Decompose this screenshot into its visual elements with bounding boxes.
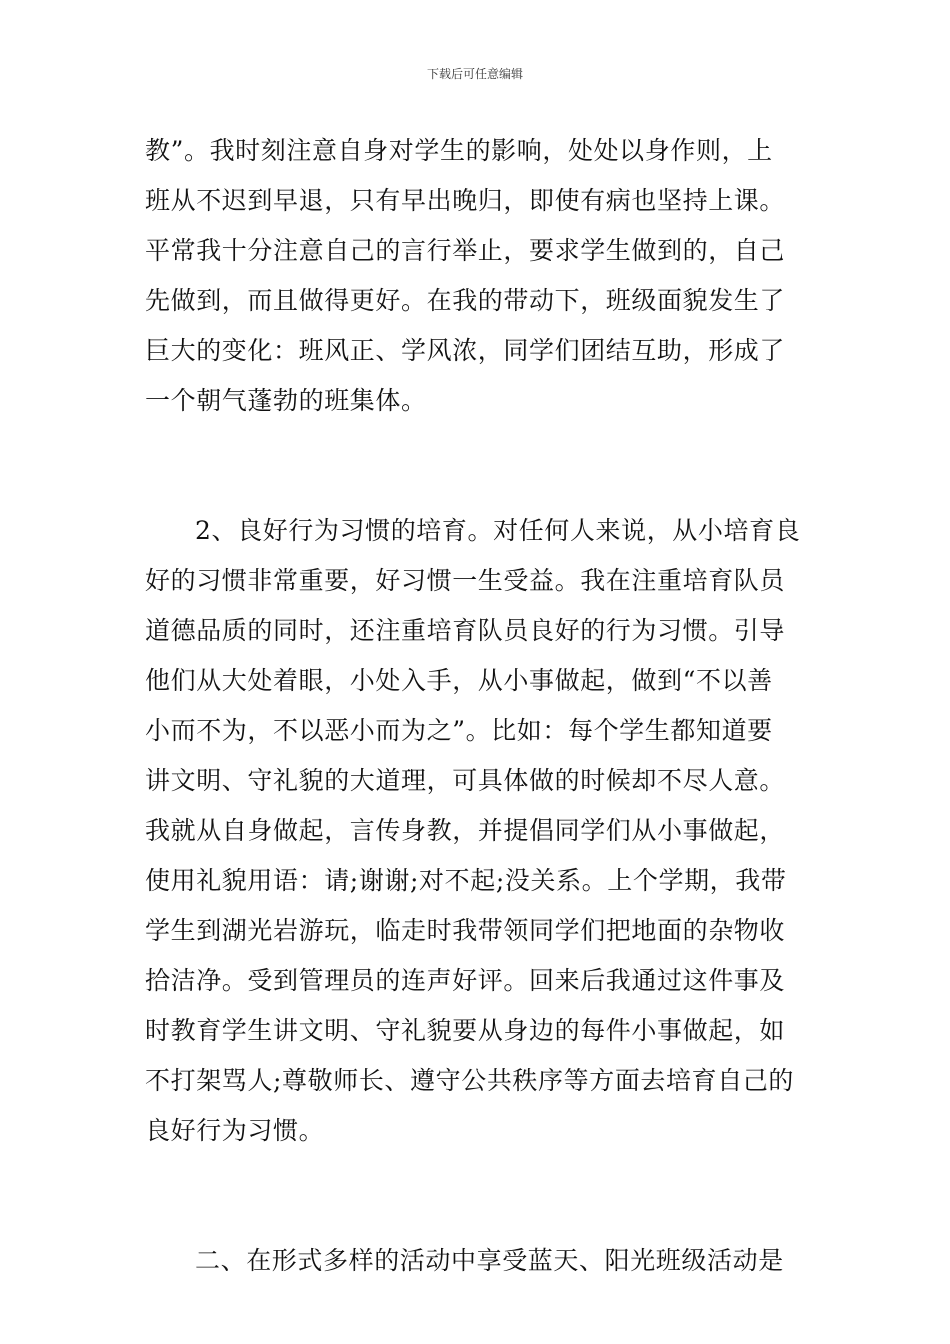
paragraph-line: 拾洁净。受到管理员的连声好评。回来后我通过这件事及 bbox=[145, 966, 786, 995]
paragraph-line: 使用礼貌用语：请;谢谢;对不起;没关系。上个学期，我带 bbox=[145, 866, 787, 895]
paragraph-line: 道德品质的同时，还注重培育队员良好的行为习惯。引导 bbox=[145, 616, 786, 645]
paragraph-line: 教”。我时刻注意自身对学生的影响，处处以身作则，上 bbox=[145, 136, 773, 165]
paragraph-line: 学生到湖光岩游玩，临走时我带领同学们把地面的杂物收 bbox=[145, 916, 786, 945]
paragraph-2 bbox=[145, 506, 810, 1156]
paragraph-spacer bbox=[145, 426, 810, 506]
paragraph-line: 我就从自身做起，言传身教，并提倡同学们从小事做起， bbox=[145, 816, 786, 845]
paragraph-line: 二、在形式多样的活动中享受蓝天、阳光班级活动是 bbox=[195, 1246, 784, 1275]
paragraph-line: 平常我十分注意自己的言行举止，要求学生做到的，自己 bbox=[145, 236, 786, 265]
page-header: 下载后可任意编辑 bbox=[426, 67, 523, 81]
paragraph-line: 班从不迟到早退，只有早出晚归，即使有病也坚持上课。 bbox=[145, 186, 786, 215]
paragraph-line: 良好行为习惯。 bbox=[145, 1116, 325, 1145]
paragraph-line: 不打架骂人;尊敬师长、遵守公共秩序等方面去培育自己的 bbox=[145, 1066, 795, 1095]
paragraph-line: 他们从大处着眼，小处入手，从小事做起，做到“不以善 bbox=[145, 666, 773, 695]
paragraph-line: 时教育学生讲文明、守礼貌要从身边的每件小事做起，如 bbox=[145, 1016, 786, 1045]
paragraph-line: 2、良好行为习惯的培育。对任何人来说，从小培育良 bbox=[195, 516, 801, 545]
paragraph-3 bbox=[145, 1236, 810, 1286]
paragraph-line: 先做到，而且做得更好。在我的带动下，班级面貌发生了 bbox=[145, 286, 786, 315]
paragraph-line: 讲文明、守礼貌的大道理，可具体做的时候却不尽人意。 bbox=[145, 766, 786, 795]
paragraph-1 bbox=[145, 126, 810, 426]
paragraph-line: 巨大的变化：班风正、学风浓，同学们团结互助，形成了 bbox=[145, 336, 786, 365]
paragraph-line: 好的习惯非常重要，好习惯一生受益。我在注重培育队员 bbox=[145, 566, 786, 595]
document-body bbox=[145, 126, 810, 1286]
paragraph-line: 一个朝气蓬勃的班集体。 bbox=[145, 386, 427, 415]
paragraph-spacer bbox=[145, 1156, 810, 1236]
paragraph-line: 小而不为，不以恶小而为之”。比如：每个学生都知道要 bbox=[145, 716, 773, 745]
